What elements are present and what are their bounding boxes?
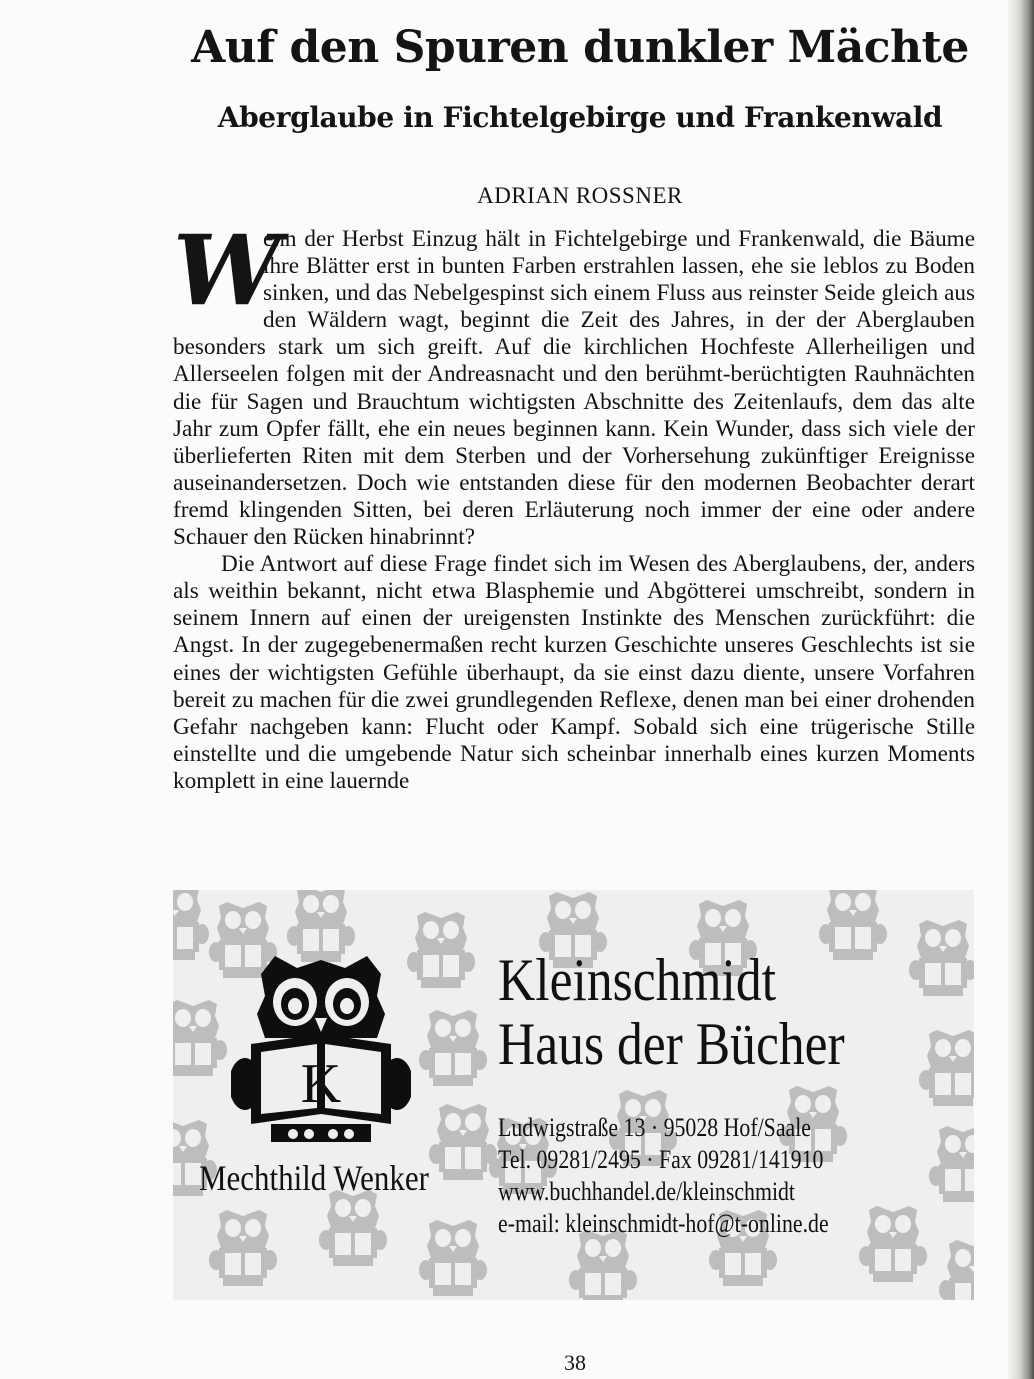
owl-reading-book-logo — [231, 952, 411, 1152]
shop-name — [498, 948, 845, 1076]
drop-cap: W — [173, 214, 281, 327]
shop-owner: Mechthild Wenker — [199, 1158, 429, 1198]
shop-name-line-2: Haus der Bücher — [498, 1011, 845, 1077]
article-body — [173, 214, 975, 795]
bookshop-advertisement — [173, 890, 974, 1300]
page-number: 38 — [564, 1350, 586, 1375]
article-author: ADRIAN ROSSNER — [477, 183, 683, 208]
page-gutter-shadow — [1008, 0, 1034, 1379]
shop-address: Ludwigstraße 13 · 95028 Hof/Saale — [498, 1113, 811, 1142]
paragraph-1 — [173, 214, 975, 551]
logo-letter: K — [300, 1053, 342, 1115]
article-subtitle: Aberglaube in Fichtelgebirge und Frankenwald — [217, 101, 943, 134]
shop-website: www.buchhandel.de/kleinschmidt — [498, 1177, 796, 1206]
paragraph-2: Die Antwort auf diese Frage findet sich im Wesen des Aberglaubens, der, anders als weithin bekannt, nicht etwa Blasphemie und Abgötterei umschreibt, sondern in seinem Innern auf einen der ureigensten Instinkte des Menschen zurückführt: die Angst. In der zugegebenermaßen recht kurzen Geschichte unseres Geschlechts ist sie eines der wichtigsten Gefühle überhaupt, da sie einst dazu diente, unsere Vorfahren bereit zu machen für die zwei grundlegenden Reflexe, denen man bei einer drohenden Gefahr nachgeben kann: Flucht oder Kampf. Sobald sich eine trügerische Stille einstellte und die umgebende Natur sich scheinbar innerhalb eines kurzen Moments komplett in eine lauernde — [173, 551, 975, 794]
shop-name-line-1: Kleinschmidt — [498, 947, 777, 1013]
paragraph-1-text: enn der Herbst Einzug hält in Fichtelgebirge und Frankenwald, die Bäume ihre Blätter erst in bunten Farben erstrahlen lassen, ehe sie leblos zu Boden sinken, und das Nebelgespinst sich einem Fluss aus reinster Seide gleich aus den Wäldern wagt, beginnt die Zeit des Jahres, in der der Aberglauben besonders stark um sich greift. Auf die kirchlichen Hochfeste Allerheiligen und Allerseelen folgen mit der Andreasnacht und den berühmt-berüchtigten Rauhnächten die für Sagen und Brauchtum wichtigsten Abschnitte des Zeitenlaufs, dem das alte Jahr zum Opfer fällt, ehe ein neues beginnen kann. Kein Wunder, dass sich viele der überlieferten Riten mit dem Sterben und der Vorhersehung zukünftiger Ereignisse auseinandersetzen. Doch wie entstanden diese für den modernen Beobachter derart fremd klingenden Sitten, bei deren Erläuterung noch immer der eine oder andere Schauer den Rücken hinabrinnt? — [173, 226, 975, 551]
shop-email: e-mail: kleinschmidt-hof@t-online.de — [498, 1209, 829, 1238]
shop-phone-fax: Tel. 09281/2495 · Fax 09281/141910 — [498, 1145, 824, 1174]
article-title: Auf den Spuren dunkler Mächte — [191, 22, 969, 73]
shop-contact — [498, 1112, 829, 1240]
